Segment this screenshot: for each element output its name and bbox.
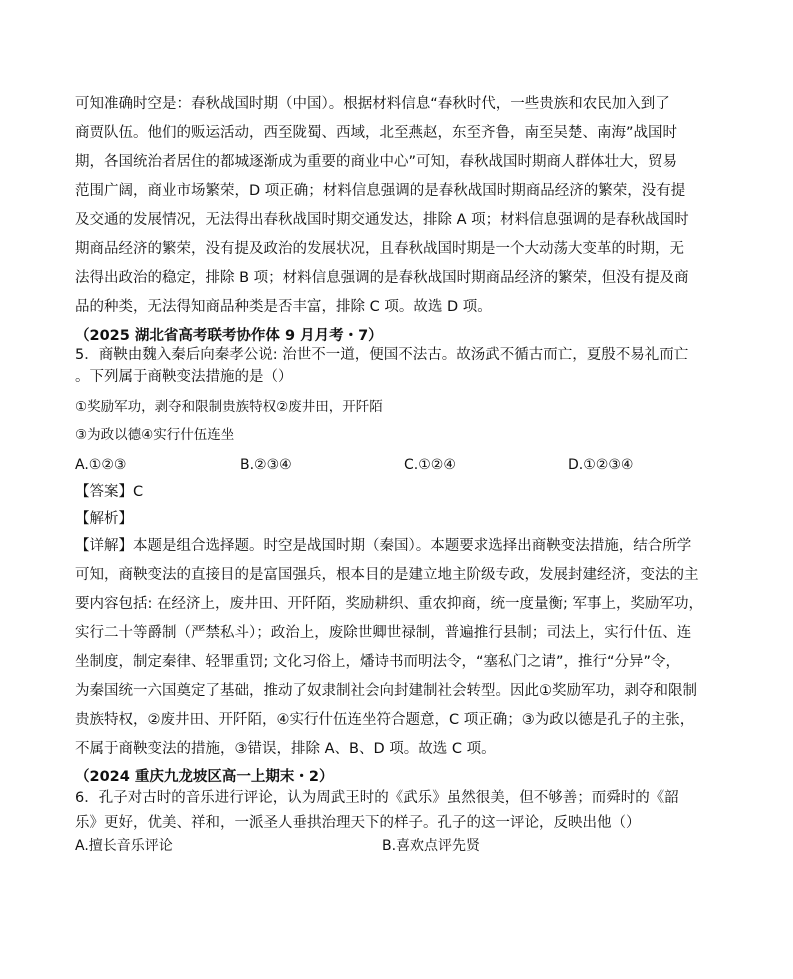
explanation-line: 及交通的发展情况，无法得出春秋战国时期交通发达，排除 A 项；材料信息强调的是春秋战国时 xyxy=(75,212,689,228)
question-stem: 5．商鞅由魏入秦后向秦孝公说: 治世不一道，便国不法古。故汤武不循古而亡，夏殷不易礼而亡 xyxy=(75,347,689,363)
statement-line: ③为政以德④实行什伍连坐 xyxy=(75,427,235,443)
question-stem: 6．孔子对古时的音乐进行评论，认为周武王时的《武乐》虽然很美，但不够善；而舜时的《韶 xyxy=(75,790,679,806)
detail-line: 【详解】本题是组合选择题。时空是战国时期（秦国）。本题要求选择出商鞅变法措施，结合所学 xyxy=(75,538,692,554)
option-a: A.擅长音乐评论 xyxy=(75,838,173,854)
analysis-label: 【解析】 xyxy=(75,511,133,527)
option-b: B.②③④ xyxy=(240,457,292,473)
explanation-line: 可知准确时空是：春秋战国时期（中国）。根据材料信息“春秋时代，一些贵族和农民加入到了 xyxy=(75,96,670,112)
option-d: D.①②③④ xyxy=(568,457,634,473)
explanation-line: 法得出政治的稳定，排除 B 项；材料信息强调的是春秋战国时期商品经济的繁荣，但没有提及商 xyxy=(75,270,689,286)
detail-line: 实行二十等爵制（严禁私斗）；政治上，废除世卿世禄制，普遍推行县制；司法上，实行什伍、连 xyxy=(75,625,692,641)
detail-line: 不属于商鞅变法的措施，③错误，排除 A、B、D 项。故选 C 项。 xyxy=(75,741,496,757)
detail-line: 要内容包括: 在经济上，废井田、开阡陌，奖励耕织、重农抑商，统一度量衡; 军事上，奖励军功， xyxy=(75,596,703,612)
option-a: A.①②③ xyxy=(75,457,127,473)
answer-line: 【答案】C xyxy=(75,484,144,500)
question-stem: 乐》更好，优美、祥和，一派圣人垂拱治理天下的样子。孔子的这一评论，反映出他（） xyxy=(75,815,641,831)
explanation-line: 期，各国统治者居住的都城逐渐成为重要的商业中心”可知，春秋战国时期商人群体壮大，贸易 xyxy=(75,154,678,170)
explanation-line: 范围广阔，商业市场繁荣，D 项正确；材料信息强调的是春秋战国时期商品经济的繁荣，没有提 xyxy=(75,183,686,199)
question-source: （2025 湖北省高考联考协作体 9 月月考・7） xyxy=(75,328,383,344)
explanation-line: 商贾队伍。他们的贩运活动，西至陇蜀、西域，北至燕赵，东至齐鲁，南至吴楚、南海”战国时 xyxy=(75,125,678,141)
explanation-line: 期商品经济的繁荣，没有提及政治的发展状况，且春秋战国时期是一个大动荡大变革的时期，无 xyxy=(75,241,684,257)
detail-line: 坐制度，制定秦律、轻罪重罚; 文化习俗上，燔诗书而明法令，“塞私门之请”，推行“分异”令， xyxy=(75,654,681,670)
question-source: （2024 重庆九龙坡区高一上期末・2） xyxy=(75,769,334,785)
detail-line: 为秦国统一六国奠定了基础，推动了奴隶制社会向封建制社会转型。因此①奖励军功，剥夺和限制 xyxy=(75,683,697,699)
detail-line: 可知，商鞅变法的直接目的是富国强兵，根本目的是建立地主阶级专政，发展封建经济，变法的主 xyxy=(75,567,699,583)
explanation-line: 品的种类，无法得知商品种类是否丰富，排除 C 项。故选 D 项。 xyxy=(75,299,492,315)
detail-line: 贵族特权，②废井田、开阡陌，④实行什伍连坐符合题意，C 项正确；③为政以德是孔子的主张， xyxy=(75,712,695,728)
option-b: B.喜欢点评先贤 xyxy=(382,838,481,854)
option-c: C.①②④ xyxy=(404,457,456,473)
statement-line: ①奖励军功，剥夺和限制贵族特权②废井田，开阡陌 xyxy=(75,399,383,415)
question-stem: 。下列属于商鞅变法措施的是（） xyxy=(75,369,293,385)
